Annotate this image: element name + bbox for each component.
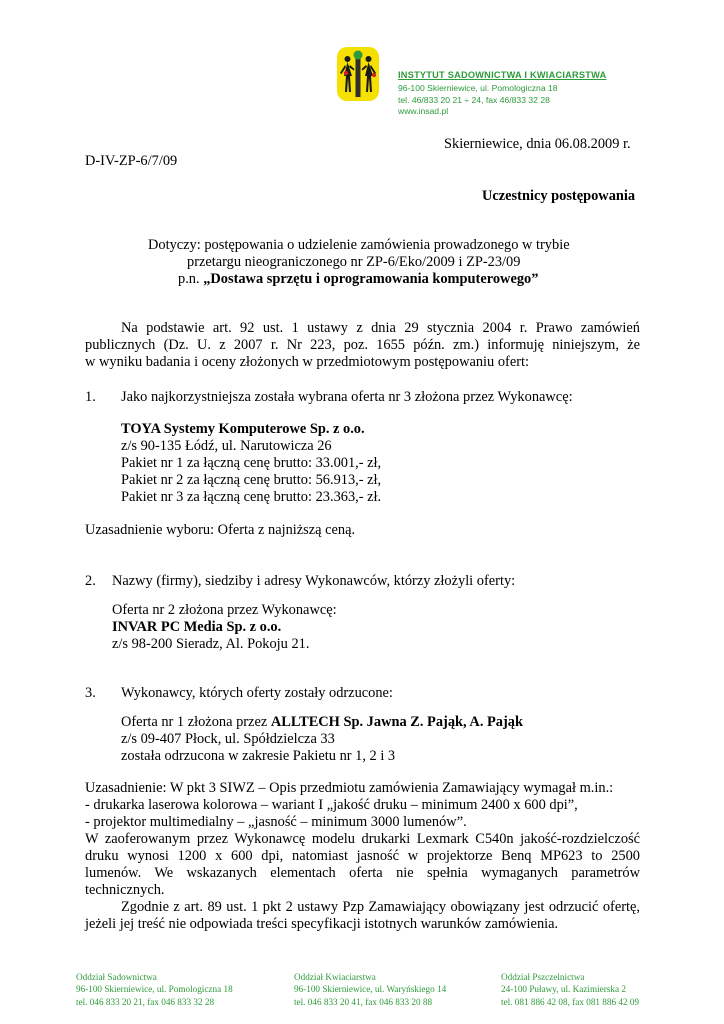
- reasoning-line-4: W zaoferowanym przez Wykonawcę modelu drukarki Lexmark C540n jakość-rozdzielczość: [85, 831, 640, 847]
- reasoning-line-1: Uzasadnienie: W pkt 3 SIWZ – Opis przedmiotu zamówienia Zamawiający wymagał m.in.:: [85, 780, 614, 796]
- subject-line-1: Dotyczy: postępowania o udzielenie zamówienia prowadzonego w trybie: [148, 237, 570, 253]
- reasoning-line-3: - projektor multimedialny – „jasność – minimum 3000 lumenów”.: [85, 814, 467, 830]
- institute-website[interactable]: www.insad.pl: [398, 106, 449, 116]
- footer-branch-address: 96-100 Skierniewice, ul. Waryńskiego 14: [294, 984, 447, 995]
- offer-1-prefix: Oferta nr 1 złożona przez: [121, 714, 271, 730]
- section-2-heading: Nazwy (firmy), siedziby i adresy Wykonawców, którzy złożyli oferty:: [112, 573, 516, 589]
- reasoning-line-8: Zgodnie z art. 89 ust. 1 pkt 2 ustawy Pzp Zamawiający obowiązany jest odrzucić ofertę,: [121, 899, 640, 915]
- section-1-number: 1.: [85, 389, 96, 405]
- date-line: Skierniewice, dnia 06.08.2009 r.: [444, 136, 631, 152]
- intro-line-3: w wyniku badania i oceny złożonych w przedmiotowym postępowaniu ofert:: [85, 354, 529, 370]
- intro-line-1: Na podstawie art. 92 ust. 1 ustawy z dnia 29 stycznia 2004 r. Prawo zamówień: [121, 320, 640, 336]
- offer-1-company: ALLTECH Sp. Jawna Z. Pająk, A. Pająk: [270, 714, 523, 730]
- winner-address: z/s 90-135 Łódź, ul. Narutowicza 26: [121, 438, 332, 454]
- footer-branch-apiculture: [501, 971, 639, 1008]
- offer-1-rejection: została odrzucona w zakresie Pakietu nr 1, 2 i 3: [121, 748, 396, 764]
- institute-logo: [336, 46, 380, 102]
- section-1-heading: Jako najkorzystniejsza została wybrana oferta nr 3 złożona przez Wykonawcę:: [121, 389, 573, 405]
- subject-title: „Dostawa sprzętu i oprogramowania komputerowego”: [203, 271, 539, 287]
- selection-justification: Uzasadnienie wyboru: Oferta z najniższą ceną.: [85, 522, 356, 538]
- reasoning-line-2: - drukarka laserowa kolorowa – wariant I „jakość druku – minimum 2400 x 600 dpi”,: [85, 797, 578, 813]
- reasoning-line-7: technicznych.: [85, 882, 165, 898]
- subject-line-2: przetargu nieograniczonego nr ZP-6/Eko/2009 i ZP-23/09: [187, 254, 521, 270]
- addressee: Uczestnicy postępowania: [482, 188, 636, 204]
- winner-package-3: Pakiet nr 3 za łączną cenę brutto: 23.363,- zł.: [121, 489, 382, 505]
- offer-2-address: z/s 98-200 Sieradz, Al. Pokoju 21.: [112, 636, 310, 652]
- institute-address: 96-100 Skierniewice, ul. Pomologiczna 18: [398, 83, 558, 93]
- institute-header: [398, 70, 606, 118]
- footer-branch-floriculture: [294, 971, 446, 1008]
- reasoning-line-5: druku wynosi 1200 x 600 dpi, natomiast jasność w projektorze Benq MP623 to 2500: [85, 848, 640, 864]
- footer-branch-name: Oddział Kwiaciarstwa: [294, 972, 376, 982]
- subject-line-3: [178, 271, 538, 288]
- section-3-number: 3.: [85, 685, 96, 701]
- winner-package-1: Pakiet nr 1 za łączną cenę brutto: 33.001,- zł,: [121, 455, 382, 471]
- intro-line-2: publicznych (Dz. U. z 2007 r. Nr 223, poz. 1655 późn. zm.) informuję niniejszym, że: [85, 337, 640, 353]
- section-2-number: 2.: [85, 573, 96, 589]
- offer-2-label: Oferta nr 2 złożona przez Wykonawcę:: [112, 602, 337, 618]
- footer-branch-phone: tel. 046 833 20 41, fax 046 833 20 88: [294, 996, 433, 1007]
- reference-number: D-IV-ZP-6/7/09: [85, 153, 178, 169]
- subject-prefix: p.n.: [178, 271, 204, 287]
- winner-package-2: Pakiet nr 2 za łączną cenę brutto: 56.913,- zł,: [121, 472, 382, 488]
- reasoning-line-9: jeżeli jej treść nie odpowiada treści specyfikacji istotnych warunków zamówienia.: [85, 916, 559, 932]
- footer-branch-name: Oddział Pszczelnictwa: [501, 972, 585, 982]
- offer-2-company: INVAR PC Media Sp. z o.o.: [112, 619, 282, 635]
- offer-1-label: [121, 714, 523, 731]
- footer-branch-phone: tel. 046 833 20 21, fax 046 833 32 28: [76, 996, 215, 1007]
- institute-name: INSTYTUT SADOWNICTWA I KWIACIARSTWA: [398, 70, 607, 80]
- offer-1-address: z/s 09-407 Płock, ul. Spółdzielcza 33: [121, 731, 335, 747]
- footer-branch-name: Oddział Sadownictwa: [76, 972, 157, 982]
- winner-company: TOYA Systemy Komputerowe Sp. z o.o.: [121, 421, 365, 437]
- footer-branch-phone: tel. 081 886 42 08, fax 081 886 42 09: [501, 996, 640, 1007]
- footer-branch-address: 24-100 Puławy, ul. Kazimierska 2: [501, 984, 626, 995]
- footer-branch-orchards: [76, 971, 233, 1008]
- institute-phone: tel. 46/833 20 21 ÷ 24, fax 46/833 32 28: [398, 94, 550, 105]
- section-3-heading: Wykonawcy, których oferty zostały odrzucone:: [121, 685, 393, 701]
- reasoning-line-6: lumenów. We wskazanych elementach oferta nie spełnia wymaganych parametrów: [85, 865, 640, 881]
- footer-branch-address: 96-100 Skierniewice, ul. Pomologiczna 18: [76, 984, 233, 995]
